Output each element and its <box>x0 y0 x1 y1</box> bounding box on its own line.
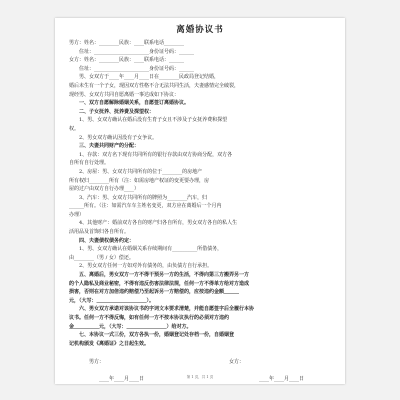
male-address-line: 住址：______________________身份证号码：______ <box>79 48 195 55</box>
document-content <box>69 24 331 384</box>
section-heading: 二、子女抚养、抚养费及探望权： <box>79 108 155 115</box>
body-line: 办理） <box>69 211 85 218</box>
body-line: 男、女双方于____年____月____日在________民政局登记结婚， <box>79 74 220 81</box>
body-line: 3、汽车：男、女双方共同所有的牌照为________汽车，归 <box>79 194 208 201</box>
section-heading: 四、夫妻债权债务约定： <box>79 237 135 244</box>
signature-row <box>69 358 331 367</box>
female-date: ____年____月____日 <box>259 375 305 382</box>
body-line: 议书。任何一方不得反悔，如有任何一方不按本协议执行的必须对方违约 <box>69 315 230 321</box>
male-party-line: 男方：姓名：________民族：____联系电话________ <box>69 40 185 46</box>
body-line: ______所有。（注：如需汽车车主姓名变更，双方应在离婚后一个月内 <box>69 203 222 210</box>
body-line: 屋的过户由双方自行办理____） <box>69 186 140 193</box>
document-title: 离婚协议书 <box>176 25 224 35</box>
body-line: 自所有自行处理。 <box>69 160 110 167</box>
page-footer: 第 1 页，共 1 页 <box>186 375 214 379</box>
body-line: 1、男、女双方确认在婚姻关系存续期间有__________所借债务， <box>79 246 223 253</box>
body-line: 金__________元，（大写：________________）给对方。 <box>69 323 192 330</box>
body-line: 4、其他财产：婚前双方各自的财产归各自所有，男女双方各自的私人生 <box>79 220 238 227</box>
clause-1: 一、双方自愿解除婚姻关系，自愿签订离婚协议。 <box>79 100 190 107</box>
body-line: 1、存款：双方名下现有共同所有的银行存款由双方协商分配，双方各 <box>79 151 233 158</box>
female-party-line: 女方：姓名：________民族：____联系电话：______ <box>69 57 185 64</box>
body-line: 所有权归________所有（注：如需房地产权证的变更要办理，房 <box>69 177 210 184</box>
body-line: 活用品及首饰归各自所有。 <box>69 229 130 236</box>
body-line: 1、男、女双方确认在婚后没有生育子女且不涉及子女抚养费和探望 <box>79 117 228 124</box>
body-line: 2、房屋：男、女双方共同所有的位于________的房地产 <box>79 168 203 175</box>
male-signature-label: 男方： <box>89 359 105 366</box>
body-line: 的个人隐私及商业秘密，不得有违反伤害法律法规，任何一方不得单方给对方造成 <box>69 280 250 287</box>
document-page <box>55 18 345 384</box>
female-address-line: 住址：______________________身份证号码：______ <box>79 65 195 72</box>
body-line: 由________（男 / 女）偿还。 <box>69 254 134 261</box>
male-date: ____年____月____日 <box>99 375 145 382</box>
body-line: 记机构颁发《离婚证》之日起生效。 <box>69 340 150 347</box>
body-line: 现经男、女双方共同自愿离婚一事达成如下协议： <box>69 91 180 98</box>
clause-6: 六、男女双方承诺对该协议书的字词文本要求清楚，并能自愿签字后全履行本协 <box>79 306 255 313</box>
body-line: 元，（大写：____________________）。 <box>69 297 155 304</box>
body-line: 2、男女双方任何一方如对外有债务的，由负债方自行承担。 <box>79 263 213 270</box>
body-line: 损害，否则在对方加倍违约赔偿乃至起诉另一方赔偿的，应按违约金额______ <box>69 289 240 296</box>
body-line: 婚后未生有一个子女，现因双方性格不合无法共同生活，夫妻感情完全破裂， <box>69 82 240 89</box>
body-line: 权。 <box>69 125 80 132</box>
section-heading: 三、夫妻共同财产的分配： <box>79 143 140 150</box>
female-signature-label: 女方： <box>229 359 245 366</box>
body-line: 2、男女双方确认因没有子女争议。 <box>79 134 158 141</box>
clause-7: 七、本协议一式三份，双方各执一份，婚姻登记处存档一份，自婚姻登 <box>79 332 235 339</box>
clause-5: 五、离婚后，男女双方一方不得干预另一方的生活，不得向第三方搬弄另一方 <box>79 272 250 279</box>
